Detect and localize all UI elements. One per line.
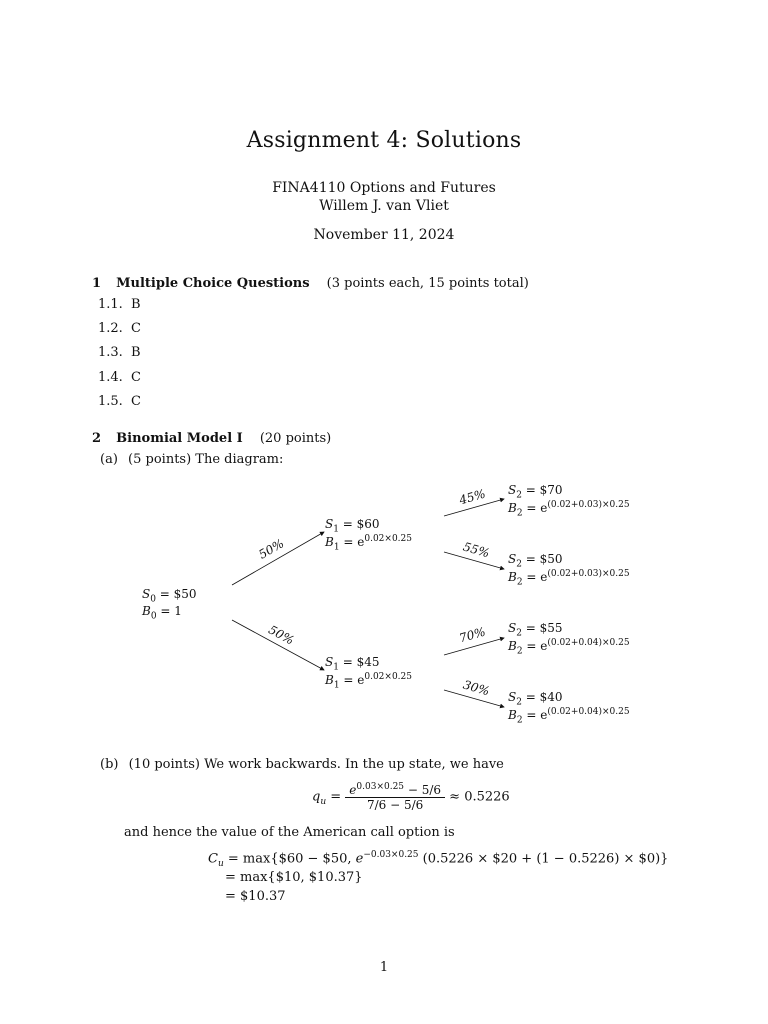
part-label: (b) xyxy=(100,757,119,772)
q-u-equation: $q_u$ = $\frac{e^{0.03\times 0.25} - 5/6}{7/6 - 5/6}$ ≈ 0.5226 xyxy=(312,782,510,812)
tree-node-up-down: $S_2$ = $50 $B_2 = e^{(0.02+0.03)\times 0.25}$ xyxy=(508,552,630,588)
section-points: (3 points each, 15 points total) xyxy=(326,276,529,291)
item-number: 1.4. xyxy=(98,370,123,385)
part-b-text xyxy=(100,757,504,772)
list-item xyxy=(98,370,141,385)
item-answer: C xyxy=(130,321,141,336)
part-text: (5 points) The diagram: xyxy=(128,452,284,467)
item-number: 1.3. xyxy=(98,345,123,360)
item-number: 1.5. xyxy=(98,394,123,409)
binomial-tree-diagram xyxy=(130,470,650,730)
document-date: November 11, 2024 xyxy=(313,227,455,243)
edge-label-root-down: 50% xyxy=(266,622,297,648)
item-number: 1.1. xyxy=(98,297,123,312)
list-item xyxy=(98,345,141,360)
course-name: FINA4110 Options and Futures xyxy=(272,180,496,196)
item-answer: C xyxy=(130,394,141,409)
part-label: (a) xyxy=(100,452,118,467)
item-number: 1.2. xyxy=(98,321,123,336)
tree-node-up: $S_1$ = $60 $B_1 = e^{0.02\times 0.25}$ xyxy=(325,517,412,553)
document-title: Assignment 4: Solutions xyxy=(246,128,522,153)
section-title: Binomial Model I xyxy=(116,431,243,446)
part-text: (10 points) We work backwards. In the up state, we have xyxy=(128,757,504,772)
part-b-text-2: and hence the value of the American call option is xyxy=(124,825,455,840)
section-number: 2 xyxy=(92,431,102,446)
part-a-text xyxy=(100,452,283,467)
section-number: 1 xyxy=(92,276,102,291)
section-2-heading xyxy=(92,427,331,446)
c-u-line-2: = max{$10, $10.37} xyxy=(225,870,363,885)
edge-label-down-up: 70% xyxy=(457,624,488,646)
section-1-heading xyxy=(92,272,529,291)
item-answer: B xyxy=(130,297,141,312)
tree-node-root: $S_0$ = $50 $B_0 = 1$ xyxy=(142,587,197,622)
tree-node-down-down: $S_2$ = $40 $B_2 = e^{(0.02+0.04)\times 0.25}$ xyxy=(508,690,630,726)
item-answer: B xyxy=(130,345,141,360)
author-name: Willem J. van Vliet xyxy=(319,198,449,214)
tree-node-down: $S_1$ = $45 $B_1 = e^{0.02\times 0.25}$ xyxy=(325,655,412,691)
section-title: Multiple Choice Questions xyxy=(116,276,310,291)
list-item xyxy=(98,394,141,409)
q-u-fraction: $\frac{e^{0.03\times 0.25} - 5/6}{7/6 - 5/6}$ xyxy=(345,782,445,812)
section-points: (20 points) xyxy=(259,431,332,446)
list-item xyxy=(98,297,141,312)
edge-label-down-down: 30% xyxy=(461,677,492,699)
edge-label-root-up: 50% xyxy=(256,536,287,562)
tree-node-up-up: $S_2$ = $70 $B_2 = e^{(0.02+0.03)\times 0.25}$ xyxy=(508,483,630,519)
list-item xyxy=(98,321,141,336)
edge-label-up-down: 55% xyxy=(461,539,492,561)
item-answer: C xyxy=(130,370,141,385)
c-u-line-3: = $10.37 xyxy=(225,889,286,904)
c-u-line-1: $C_u$ = max{$60 − $50, $e^{-0.03\times 0.25}$ (0.5226 × $20 + (1 − 0.5226) × $0)} xyxy=(208,850,669,869)
tree-node-down-up: $S_2$ = $55 $B_2 = e^{(0.02+0.04)\times 0.25}$ xyxy=(508,621,630,657)
page-number: 1 xyxy=(379,960,389,975)
edge-label-up-up: 45% xyxy=(457,486,488,508)
